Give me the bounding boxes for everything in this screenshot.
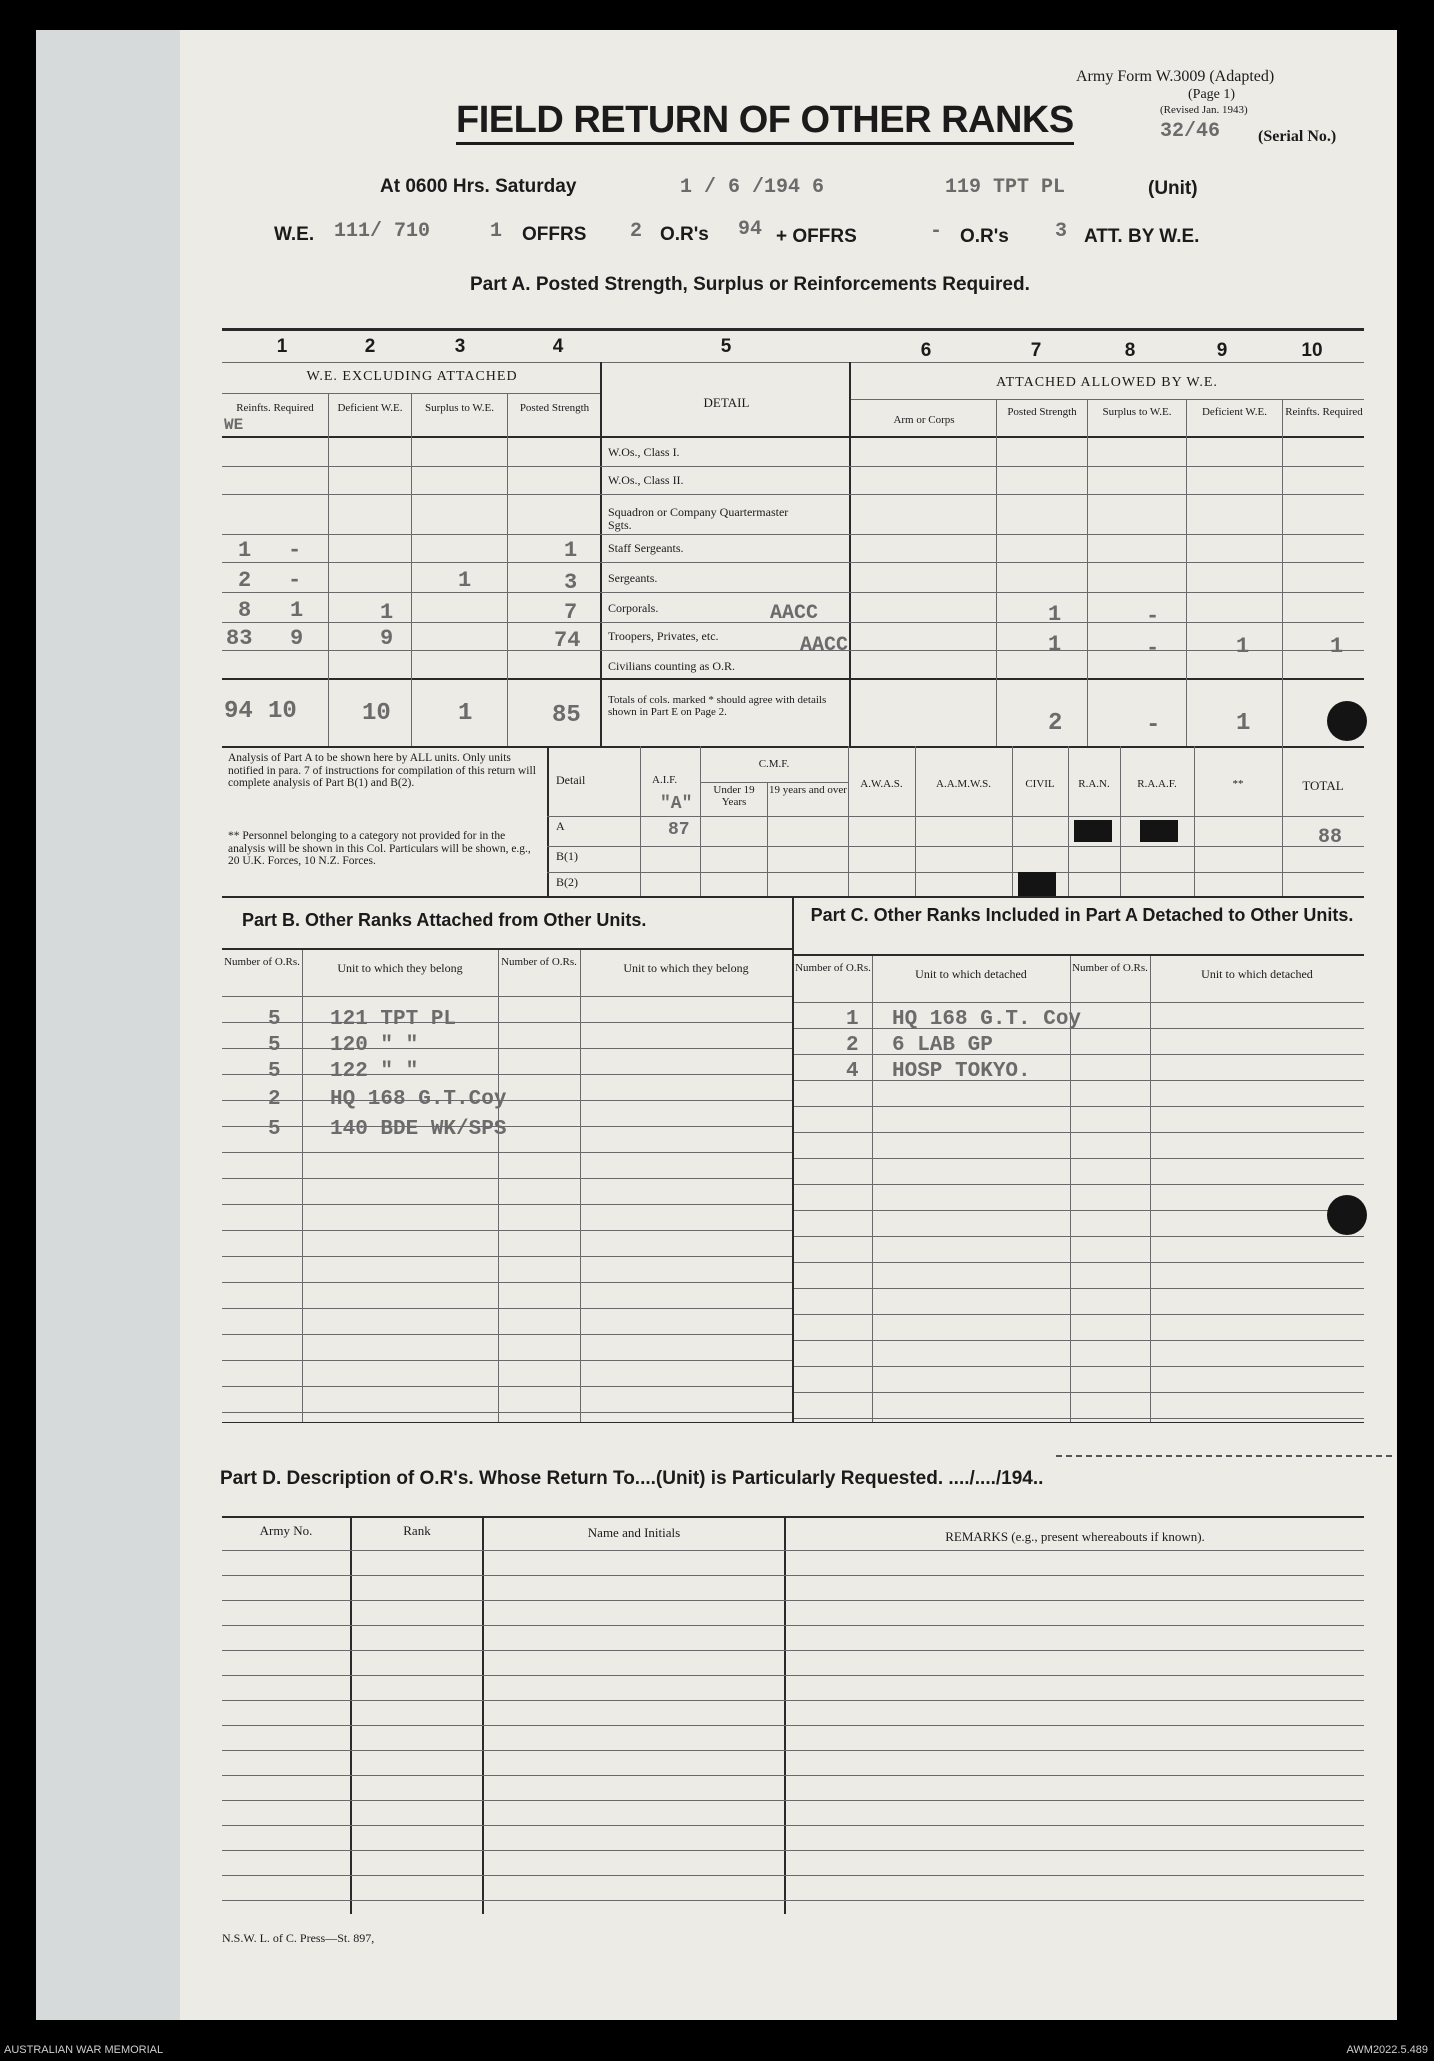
analysis-cmf-header: C.M.F. [758,758,790,770]
total-deficient: 10 [362,700,391,727]
total-deficient-marked: 10 [268,698,297,725]
cmf-sub-rule [700,782,848,783]
col-number-rule [222,362,1364,363]
ruled-line [222,1575,1364,1576]
ors-label: O.R's [660,224,709,245]
corporals-deficient: 1 [290,598,304,623]
ruled-line [794,1184,1364,1185]
privates-reinfts: 83 [226,626,253,651]
part-b-head-top [222,948,792,950]
analysis-row-a: A [556,819,565,833]
analysis-category-note: ** Personnel belonging to a category not provided for in the analysis will be shown in this Col. Particulars will be shown, e.g., 20 U.K. Forces, 10 N.Z. Forces. [228,830,531,867]
ruled-line [794,1366,1364,1367]
detail-wo2: W.Os., Class II. [608,473,684,487]
row-line [222,562,1364,563]
footer-right: AWM2022.5.489 [1346,2044,1428,2056]
ruled-line [222,1022,792,1023]
ruled-line [222,1412,792,1413]
v-d2 [482,1518,484,1914]
ruled-line [222,1204,792,1205]
ruled-line [222,1725,1364,1726]
ruled-line [794,1392,1364,1393]
part-d-title: Part D. Description of O.R's. Whose Return To....(Unit) is Particularly Requested. ..../..../194.. [220,1468,1044,1489]
part-c-row-num: 1 [846,1008,859,1031]
col-num-5: 5 [720,336,732,357]
v-c1 [872,956,873,1422]
ruled-line [222,1550,1364,1551]
total-att-deficient: 1 [1236,710,1251,737]
sergeants-deficient: - [288,568,302,593]
serial-number: 32/46 [1160,120,1221,143]
form-id: Army Form W.3009 (Adapted) [1076,68,1275,85]
margin-we-mark: WE [224,416,244,434]
punch-hole [1327,701,1367,741]
ruled-line [222,1825,1364,1826]
unit-name: 119 TPT PL [945,176,1066,199]
v-col3 [411,393,412,746]
analysis-total: TOTAL [1302,778,1344,793]
h-surplus: Surplus to W.E. [424,402,495,414]
ruled-line [794,1340,1364,1341]
v-col8 [1087,399,1088,746]
analysis-aif-header: A.I.F. [652,774,678,786]
v-b1 [302,950,303,1422]
v-col5 [600,362,602,746]
part-c-h-unit-2: Unit to which detached [1201,967,1313,981]
h-att-reinfts: Reinfts. Required [1285,406,1363,418]
corporals-att-posted: 1 [1048,602,1062,627]
part-b-h-unit: Unit to which they belong [337,961,463,975]
v-col6 [849,362,851,746]
staff-sgts-deficient: - [288,538,302,563]
we-value: 111/ 710 [334,220,431,243]
col-num-8: 8 [1124,340,1136,361]
privates-att-posted: 1 [1048,632,1062,657]
we-excluding-heading: W.E. EXCLUDING ATTACHED [306,369,518,384]
ruled-line [222,1850,1364,1851]
detail-wo1: W.Os., Class I. [608,445,680,459]
sergeants-reinfts: 2 [238,568,252,593]
v-d1 [350,1518,352,1914]
v-analysis-civil [1012,746,1013,896]
privates-arm-corps: AACC [800,634,849,657]
we-label: W.E. [274,224,315,245]
ruled-line [794,1418,1364,1419]
col-num-9: 9 [1216,340,1228,361]
analysis-aamws: A.A.M.W.S. [936,778,991,790]
part-b-h-unit-2: Unit to which they belong [623,961,749,975]
v-b2 [498,950,499,1422]
part-a-top-rule [222,328,1364,331]
h-att-posted: Posted Strength [1007,406,1077,418]
offrs-label: OFFRS [522,224,587,245]
part-b-row-unit: 120 " " [330,1034,419,1057]
ruled-line [222,1775,1364,1776]
part-b-h-num-2: Number of O.Rs. [501,956,577,968]
v-analysis-other [1194,746,1195,896]
part-c-head-top [794,954,1364,956]
v-b3 [580,950,581,1422]
total-att-surplus: - [1146,712,1161,739]
sergeants-posted: 3 [564,570,578,595]
part-d-top [222,1516,1364,1518]
col-num-3: 3 [454,336,466,357]
punch-hole [1327,1195,1367,1235]
ruled-line [222,1750,1364,1751]
offrs-value: 1 [490,220,503,243]
return-date: 1 / 6 /194 6 [680,176,825,199]
part-c-h-num: Number of O.Rs. [795,962,871,974]
analysis-civil: CIVIL [1025,778,1055,790]
col-num-7: 7 [1030,340,1042,361]
row-line [222,534,1364,535]
ruled-line [222,1152,792,1153]
v-col2 [328,393,329,746]
redaction-block [1074,820,1112,842]
part-c-row-num: 2 [846,1034,859,1057]
detail-civilians: Civilians counting as O.R. [608,659,735,673]
total-reinfts: 94 [224,698,253,725]
v-col9 [1186,399,1187,746]
ruled-line [794,1262,1364,1263]
ruled-line [222,1074,792,1075]
part-b-h-num: Number of O.Rs. [224,956,300,968]
h-reinfts-required: Reinfts. Required [236,402,314,414]
ruled-line [222,1230,792,1231]
privates-surplus: 9 [380,626,394,651]
part-b-row-unit: 122 " " [330,1060,419,1083]
attached-allowed-heading: ATTACHED ALLOWED BY W.E. [996,375,1218,390]
total-ors-value: 94 [738,218,763,241]
att-by-we-label: ATT. BY W.E. [1084,226,1200,247]
att-ors-value: 3 [1055,220,1068,243]
form-title: FIELD RETURN OF OTHER RANKS [456,98,1074,145]
h-detail: DETAIL [703,395,750,410]
part-b-title: Part B. Other Ranks Attached from Other Units. [242,910,647,930]
h-att-deficient: Deficient W.E. [1201,406,1268,418]
ruled-line [794,1288,1364,1289]
ruled-line [222,1700,1364,1701]
h-arm-corps: Arm or Corps [893,414,955,426]
part-c-h-num-2: Number of O.Rs. [1072,962,1148,974]
part-b-row-num: 5 [268,1118,281,1141]
part-c-title: Part C. Other Ranks Included in Part A Detached to Other Units. [810,905,1354,925]
att-ors-label: O.R's [960,226,1009,247]
aif-row-b-value: 87 [668,820,690,840]
ruled-line [794,1158,1364,1159]
page-number: (Page 1) [1188,87,1236,102]
v-analysis-cmf-split [767,782,768,896]
part-b-c-divider [792,898,794,1422]
perforation [1056,1455,1392,1457]
h-deficient: Deficient W.E. [337,402,403,414]
col-num-2: 2 [364,336,376,357]
v-analysis-awas [848,746,849,896]
v-analysis-detail [547,746,549,896]
we-excl-rule [222,393,602,394]
aif-row-a-value: "A" [660,794,693,814]
total-att-posted: 2 [1048,710,1063,737]
revised-note: (Revised Jan. 1943) [1160,104,1248,116]
ruled-line [794,1132,1364,1133]
analysis-row-b1-rule [547,872,1364,873]
ruled-line [222,1650,1364,1651]
analysis-raaf: R.A.A.F. [1137,778,1177,790]
detail-totals-note: Totals of cols. marked * should agree with details shown in Part E on Page 2. [608,694,827,718]
v-col4 [507,393,508,746]
part-b-row-unit: 140 BDE WK/SPS [330,1118,507,1141]
ruled-line [222,1800,1364,1801]
totals-bottom-rule [222,746,1364,748]
v-analysis-raaf [1120,746,1121,896]
part-b-row-num: 5 [268,1034,281,1057]
privates-att-reinfts: 1 [1330,634,1344,659]
ruled-line [794,1080,1364,1081]
privates-posted: 74 [554,628,581,653]
part-c-row-num: 4 [846,1060,859,1083]
ruled-line [222,1600,1364,1601]
ruled-line [222,1178,792,1179]
ruled-line [222,1875,1364,1876]
h-att-surplus: Surplus to W.E. [1102,406,1172,418]
underlying-sheet-strip [36,30,181,2020]
col-num-4: 4 [552,336,564,357]
staff-sgts-reinfts: 1 [238,538,252,563]
h-posted: Posted Strength [519,402,590,414]
col-num-10: 10 [1301,340,1323,361]
ruled-line [222,1256,792,1257]
v-analysis-ran [1068,746,1069,896]
v-c3 [1150,956,1151,1422]
ruled-line [222,1675,1364,1676]
ruled-line [222,1360,792,1361]
ruled-line [794,1210,1364,1211]
ruled-line [222,1308,792,1309]
analysis-note: Analysis of Part A to be shown here by ALL units. Only units notified in para. 7 of instructions for compilation of this return will complete analysis of Part B(1) and B(2). [228,752,536,789]
row-line [222,494,1364,495]
redaction-block [1140,820,1178,842]
part-c-h-unit: Unit to which detached [915,967,1027,981]
detail-privates: Troopers, Privates, etc. [608,629,719,643]
row-line [222,466,1364,467]
v-analysis-total [1282,746,1283,896]
analysis-row-b2: B(2) [556,875,578,889]
ruled-line [222,1048,792,1049]
ruled-line [222,1334,792,1335]
row-line [222,592,1364,593]
detail-staff-sgts: Staff Sergeants. [608,541,684,555]
ruled-line [794,1106,1364,1107]
col-num-6: 6 [920,340,932,361]
header-bottom-rule [222,436,1364,438]
ruled-line [222,1625,1364,1626]
analysis-ran: R.A.N. [1078,778,1110,790]
line1-label: At 0600 Hrs. Saturday [380,176,577,197]
ruled-line [794,1054,1364,1055]
redaction-block [1018,872,1056,896]
analysis-row-b1: B(1) [556,849,578,863]
plus-offrs-label: + OFFRS [776,226,857,247]
analysis-awas: A.W.A.S. [860,778,903,790]
analysis-other: ** [1232,778,1244,790]
sergeants-surplus: 1 [458,568,472,593]
privates-att-surplus: - [1146,636,1160,661]
total-posted: 85 [552,702,581,729]
analysis-under19: Under 19 Years [713,784,755,808]
corporals-arm-corps: AACC [770,602,819,625]
ruled-line [222,1900,1364,1901]
privates-deficient: 9 [290,626,304,651]
part-b-row-num: 2 [268,1088,281,1111]
part-d-h-remarks: REMARKS (e.g., present whereabouts if known). [945,1529,1205,1544]
part-a-title: Part A. Posted Strength, Surplus or Reinforcements Required. [470,274,1030,295]
part-d-h-rank: Rank [403,1523,431,1538]
att-offrs-value: - [930,220,943,243]
ruled-line [222,1126,792,1127]
analysis-detail-header: Detail [556,773,586,787]
detail-cqms: Squadron or Company Quartermaster Sgts. [608,505,789,532]
part-b-row-num: 5 [268,1060,281,1083]
v-d3 [784,1518,786,1914]
analysis-row-a-rule [547,846,1364,847]
part-c-row-unit: 6 LAB GP [892,1034,993,1057]
part-bc-bottom [222,1422,1364,1423]
privates-att-deficient: 1 [1236,634,1250,659]
ruled-line [222,1386,792,1387]
row-line [222,650,1364,651]
analysis-over19: 19 years and over [769,784,847,796]
ruled-line [222,1282,792,1283]
att-allowed-rule [850,399,1364,400]
v-col7 [996,399,997,746]
part-b-row-unit: HQ 168 G.T.Coy [330,1088,507,1111]
part-c-row-unit: HQ 168 G.T. Coy [892,1008,1082,1031]
detail-corporals: Corporals. [608,601,659,615]
corporals-surplus: 1 [380,600,394,625]
corporals-att-surplus: - [1146,604,1160,629]
ruled-line [794,1236,1364,1237]
printer-imprint: N.S.W. L. of C. Press—St. 897, [222,1931,375,1945]
part-d-h-name: Name and Initials [587,1525,681,1540]
part-c-row-unit: HOSP TOKYO. [892,1060,1031,1083]
v-analysis-aif [640,746,641,896]
footer-left: AUSTRALIAN WAR MEMORIAL [4,2044,164,2056]
ruled-line [222,1100,792,1101]
detail-sergeants: Sergeants. [608,571,658,585]
col-num-1: 1 [276,336,288,357]
ruled-line [794,1002,1364,1003]
corporals-posted: 7 [564,600,578,625]
part-d-h-army-no: Army No. [259,1523,313,1538]
unit-label: (Unit) [1148,178,1198,199]
total-surplus: 1 [458,700,473,727]
ruled-line [222,996,792,997]
corporals-reinfts: 8 [238,598,252,623]
v-analysis-aamws [915,746,916,896]
analysis-header-rule [547,816,1364,817]
part-b-row-num: 5 [268,1008,281,1031]
rows-bottom-rule [222,678,1364,680]
ors-value: 2 [630,220,643,243]
staff-sgts-posted: 1 [564,538,578,563]
total-row-a-value: 88 [1318,826,1343,849]
part-b-row-unit: 121 TPT PL [330,1008,457,1031]
ruled-line [794,1314,1364,1315]
v-col10 [1282,399,1283,746]
serial-label: (Serial No.) [1258,128,1337,145]
